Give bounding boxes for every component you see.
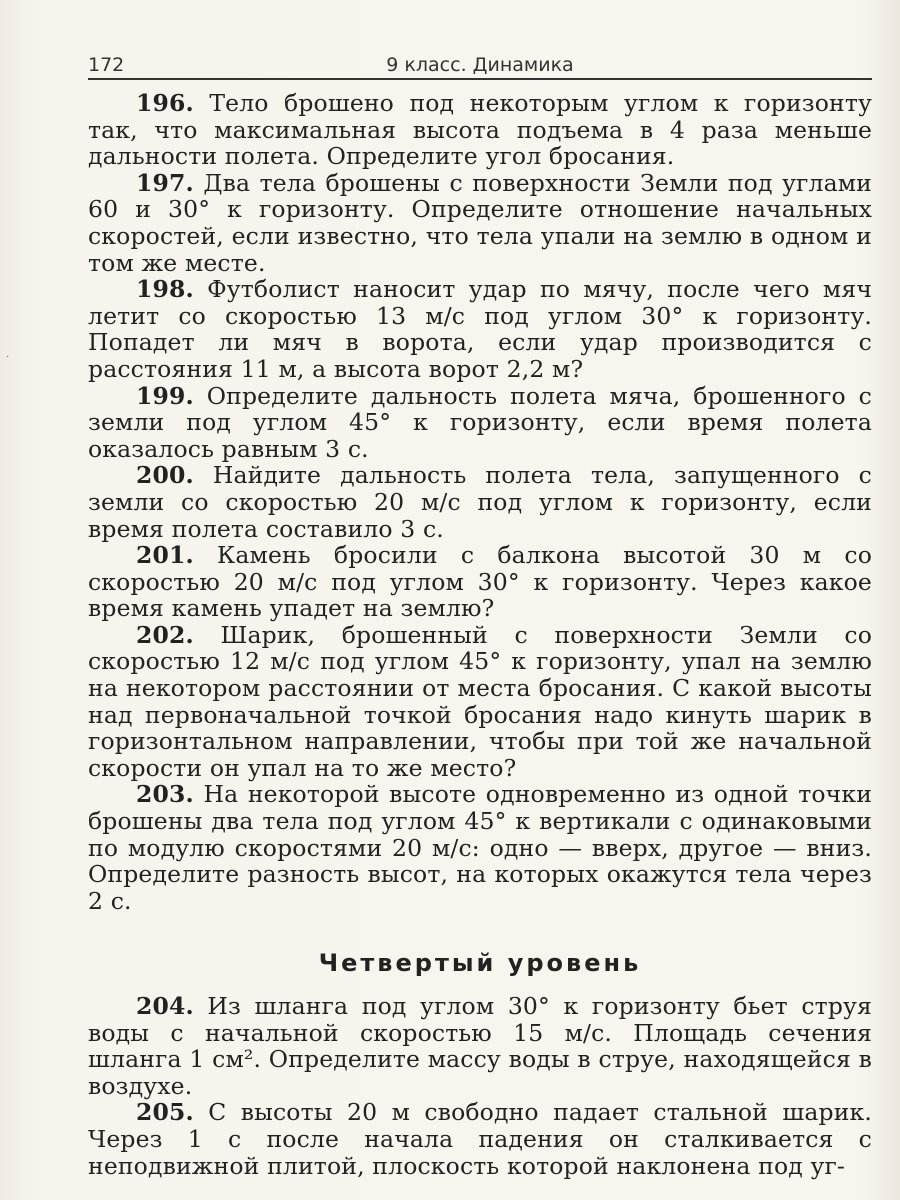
problem-text: Шарик, брошенный с поверхности Земли со скоростью 12 м/с под углом 45° к горизонту, упал на землю на некотором расстоянии от места бросания. С какой высоты над первоначальной точкой бросания надо кинуть шарик в горизонтальном направлении, чтобы при той же начальной скорости он упал на то же место? [88,620,872,782]
problem-203 [88,781,872,914]
problem-text: Определите дальность полета мяча, брошенного с земли под углом 45° к горизонту, если время полета оказалось равным 3 с. [88,381,872,463]
problem-number: 204. [136,992,194,1020]
problem-199 [88,383,872,463]
problem-text: Из шланга под углом 30° к горизонту бьет струя воды с начальной скоростью 15 м/с. Площадь сечения шланга 1 см². Определите массу воды в струе, находящейся в воздухе. [88,992,872,1100]
problem-number: 202. [136,620,194,649]
problem-text: С высоты 20 м свободно падает стальной шарик. Через 1 с после начала падения он сталкивается с неподвижной плитой, плоскость которой наклонена под уг- [88,1098,872,1180]
problem-200 [88,462,872,542]
page-content [88,90,872,1179]
page-header [88,48,872,80]
running-title: 9 класс. Динамика [386,54,574,76]
problem-number: 203. [136,780,194,809]
problem-text: Два тела брошены с поверхности Земли под углами 60 и 30° к горизонту. Определите отношение начальных скоростей, если известно, что тела упали на землю в одном и том же месте. [88,168,872,277]
print-speck: · [6,352,10,363]
problem-number: 200. [136,461,194,490]
problem-text: Футболист наносит удар по мячу, после чего мяч летит со скоростью 13 м/с под углом 30° к горизонту. Попадет ли мяч в ворота, если удар производится с расстояния 11 м, а высота ворот 2,2 м? [88,275,872,383]
problem-number: 201. [136,541,194,570]
problem-number: 199. [136,381,194,410]
problem-198 [88,276,872,382]
problem-201 [88,542,872,622]
problem-text: На некоторой высоте одновременно из одной точки брошены два тела под углом 45° к вертикали с одинаковыми по модулю скоростями 20 м/с: одно — вверх, другое — вниз. Определите разность высот, на которых окажутся тела через 2 с. [88,780,873,915]
problem-number: 196. [136,89,194,117]
problem-number: 197. [136,168,194,197]
problem-text: Камень бросили с балкона высотой 30 м со скоростью 20 м/с под углом 30° к горизонту. Через какое время камень упадет на землю? [88,541,872,623]
section-heading: Четвертый уровень [318,949,642,978]
problem-196 [88,90,872,170]
problem-number: 205. [136,1098,194,1127]
page-number: 172 [88,54,125,76]
problem-text: Найдите дальность полета тела, запущенного с земли со скоростью 20 м/с под углом к горизонту, если время полета составило 3 с. [88,461,872,543]
problem-205 [88,1099,872,1179]
problem-204 [88,993,872,1099]
problem-text: Тело брошено под некоторым углом к горизонту так, что максимальная высота подъема в 4 раза меньше дальности полета. Определите угол бросания. [88,89,872,171]
problem-197 [88,170,872,276]
problem-202 [88,622,872,782]
header-divider [88,78,872,80]
problem-number: 198. [136,275,194,304]
